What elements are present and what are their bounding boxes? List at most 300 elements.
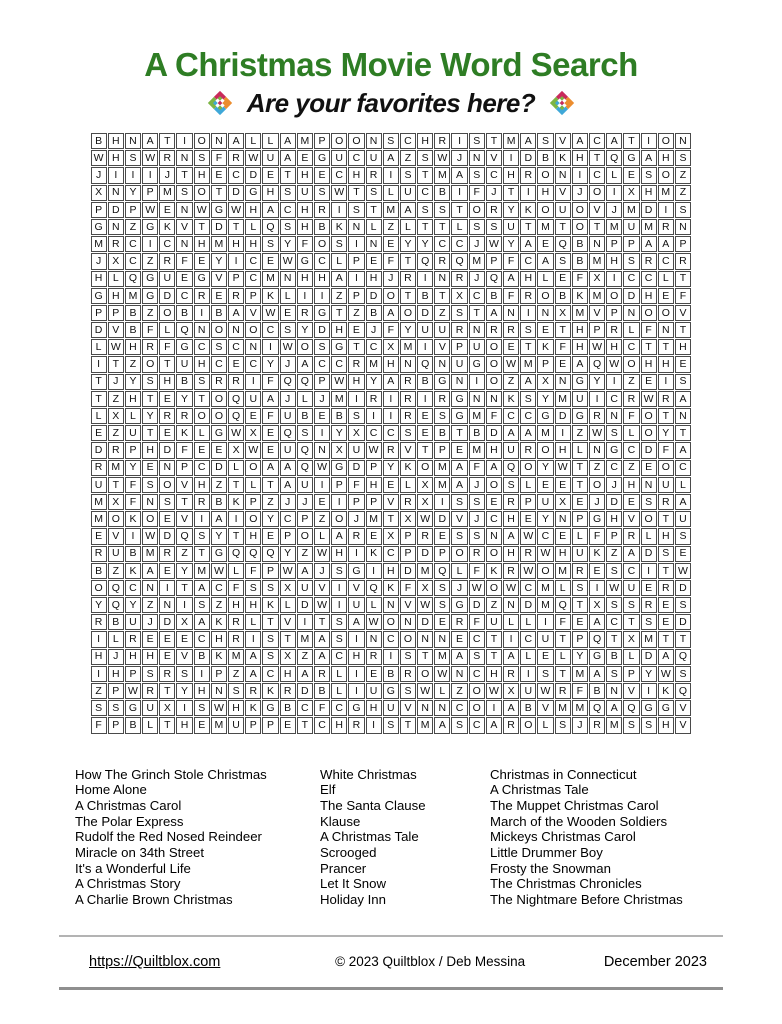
grid-cell: B bbox=[520, 700, 536, 716]
grid-cell: M bbox=[503, 133, 519, 149]
grid-cell: C bbox=[159, 236, 175, 252]
grid-cell: V bbox=[486, 150, 502, 166]
word-list-item: Prancer bbox=[320, 860, 367, 876]
grid-cell: O bbox=[194, 133, 210, 149]
grid-cell: P bbox=[675, 236, 691, 252]
grid-cell: E bbox=[366, 666, 382, 682]
grid-cell: V bbox=[589, 305, 605, 321]
footer-link[interactable]: https://Quiltblox.com bbox=[89, 953, 221, 970]
grid-cell: L bbox=[451, 219, 467, 235]
grid-cell: R bbox=[675, 253, 691, 269]
grid-cell: S bbox=[331, 563, 347, 579]
grid-cell: Q bbox=[297, 442, 313, 458]
grid-cell: H bbox=[348, 649, 364, 665]
grid-cell: S bbox=[451, 717, 467, 733]
grid-cell: R bbox=[125, 631, 141, 647]
grid-cell: U bbox=[159, 271, 175, 287]
grid-cell: S bbox=[280, 185, 296, 201]
grid-cell: I bbox=[262, 339, 278, 355]
grid-cell: I bbox=[331, 597, 347, 613]
grid-cell: Q bbox=[228, 408, 244, 424]
grid-cell: A bbox=[383, 305, 399, 321]
grid-cell: R bbox=[641, 253, 657, 269]
grid-cell: B bbox=[366, 305, 382, 321]
grid-cell: E bbox=[537, 236, 553, 252]
grid-cell: A bbox=[383, 150, 399, 166]
grid-cell: O bbox=[211, 391, 227, 407]
grid-cell: L bbox=[537, 271, 553, 287]
grid-cell: I bbox=[194, 511, 210, 527]
grid-cell: T bbox=[675, 271, 691, 287]
grid-cell: T bbox=[675, 425, 691, 441]
grid-cell: T bbox=[658, 631, 674, 647]
grid-cell: V bbox=[555, 185, 571, 201]
grid-cell: N bbox=[417, 700, 433, 716]
grid-cell: U bbox=[486, 614, 502, 630]
grid-cell: N bbox=[675, 219, 691, 235]
grid-cell: W bbox=[142, 202, 158, 218]
grid-cell: H bbox=[228, 597, 244, 613]
grid-cell: N bbox=[176, 150, 192, 166]
grid-cell: E bbox=[262, 528, 278, 544]
page-title: A Christmas Movie Word Search bbox=[144, 46, 638, 83]
grid-cell: B bbox=[434, 185, 450, 201]
grid-cell: N bbox=[142, 580, 158, 596]
grid-cell: R bbox=[606, 322, 622, 338]
word-list-item: Little Drummer Boy bbox=[490, 845, 603, 861]
grid-cell: A bbox=[262, 391, 278, 407]
grid-cell: E bbox=[537, 477, 553, 493]
word-list-item: Christmas in Connecticut bbox=[490, 766, 637, 782]
grid-cell: T bbox=[159, 133, 175, 149]
grid-cell: M bbox=[211, 717, 227, 733]
word-list-item: The Santa Clause bbox=[320, 797, 426, 813]
grid-cell: I bbox=[245, 631, 261, 647]
grid-cell: M bbox=[537, 597, 553, 613]
grid-cell: C bbox=[262, 666, 278, 682]
grid-cell: P bbox=[125, 202, 141, 218]
grid-cell: Q bbox=[623, 700, 639, 716]
grid-cell: T bbox=[108, 477, 124, 493]
grid-cell: M bbox=[623, 202, 639, 218]
grid-cell: C bbox=[520, 253, 536, 269]
grid-cell: R bbox=[434, 253, 450, 269]
grid-cell: M bbox=[434, 460, 450, 476]
grid-cell: O bbox=[297, 339, 313, 355]
grid-cell: C bbox=[331, 167, 347, 183]
grid-cell: T bbox=[400, 253, 416, 269]
grid-cell: O bbox=[245, 511, 261, 527]
grid-cell: R bbox=[641, 597, 657, 613]
grid-cell: H bbox=[520, 271, 536, 287]
grid-cell: C bbox=[400, 133, 416, 149]
grid-cell: T bbox=[348, 339, 364, 355]
grid-cell: G bbox=[211, 425, 227, 441]
grid-cell: Y bbox=[383, 460, 399, 476]
grid-cell: I bbox=[331, 580, 347, 596]
grid-cell: S bbox=[400, 425, 416, 441]
grid-cell: S bbox=[469, 167, 485, 183]
grid-cell: M bbox=[537, 219, 553, 235]
grid-cell: D bbox=[108, 202, 124, 218]
grid-cell: B bbox=[176, 305, 192, 321]
grid-cell: W bbox=[434, 666, 450, 682]
grid-cell: O bbox=[211, 408, 227, 424]
grid-cell: S bbox=[606, 597, 622, 613]
grid-cell: N bbox=[280, 271, 296, 287]
grid-cell: S bbox=[383, 133, 399, 149]
grid-cell: S bbox=[228, 683, 244, 699]
word-list-column bbox=[490, 767, 740, 908]
grid-cell: A bbox=[623, 546, 639, 562]
grid-cell: F bbox=[125, 494, 141, 510]
grid-cell: L bbox=[262, 133, 278, 149]
grid-cell: U bbox=[297, 185, 313, 201]
grid-cell: Z bbox=[675, 185, 691, 201]
grid-cell: J bbox=[486, 185, 502, 201]
word-list-item: Frosty the Snowman bbox=[490, 860, 611, 876]
grid-cell: M bbox=[469, 442, 485, 458]
grid-cell: N bbox=[486, 528, 502, 544]
grid-cell: Y bbox=[125, 597, 141, 613]
grid-cell: L bbox=[245, 133, 261, 149]
grid-cell: U bbox=[297, 580, 313, 596]
grid-cell: E bbox=[383, 236, 399, 252]
grid-cell: N bbox=[555, 167, 571, 183]
grid-cell: A bbox=[280, 150, 296, 166]
grid-cell: I bbox=[383, 408, 399, 424]
grid-cell: A bbox=[331, 528, 347, 544]
grid-cell: F bbox=[262, 408, 278, 424]
grid-cell: F bbox=[486, 408, 502, 424]
grid-cell: R bbox=[400, 391, 416, 407]
grid-cell: Q bbox=[108, 580, 124, 596]
grid-cell: X bbox=[400, 511, 416, 527]
grid-cell: H bbox=[366, 477, 382, 493]
grid-cell: D bbox=[623, 288, 639, 304]
grid-cell: S bbox=[142, 666, 158, 682]
grid-cell: D bbox=[675, 580, 691, 596]
grid-cell: V bbox=[675, 717, 691, 733]
grid-cell: Z bbox=[125, 356, 141, 372]
grid-cell: K bbox=[537, 339, 553, 355]
grid-cell: E bbox=[159, 511, 175, 527]
grid-cell: T bbox=[469, 305, 485, 321]
grid-cell: B bbox=[555, 288, 571, 304]
grid-cell: U bbox=[623, 580, 639, 596]
grid-cell: T bbox=[400, 288, 416, 304]
grid-cell: I bbox=[417, 271, 433, 287]
grid-cell: B bbox=[125, 305, 141, 321]
grid-cell: Q bbox=[486, 271, 502, 287]
grid-cell: F bbox=[675, 288, 691, 304]
grid-cell: R bbox=[503, 563, 519, 579]
grid-cell: D bbox=[434, 511, 450, 527]
word-list-item: A Christmas Tale bbox=[490, 782, 589, 798]
grid-cell: N bbox=[658, 322, 674, 338]
grid-cell: D bbox=[641, 202, 657, 218]
grid-cell: P bbox=[142, 185, 158, 201]
grid-cell: S bbox=[641, 717, 657, 733]
grid-cell: I bbox=[297, 614, 313, 630]
grid-cell: O bbox=[486, 546, 502, 562]
grid-cell: E bbox=[434, 614, 450, 630]
grid-cell: V bbox=[176, 477, 192, 493]
grid-cell: O bbox=[486, 356, 502, 372]
grid-cell: C bbox=[503, 408, 519, 424]
grid-cell: Z bbox=[623, 374, 639, 390]
grid-cell: J bbox=[108, 649, 124, 665]
grid-cell: G bbox=[211, 546, 227, 562]
grid-cell: N bbox=[314, 442, 330, 458]
grid-cell: M bbox=[297, 133, 313, 149]
grid-cell: Z bbox=[606, 546, 622, 562]
grid-cell: O bbox=[589, 185, 605, 201]
grid-cell: I bbox=[658, 202, 674, 218]
grid-cell: B bbox=[176, 374, 192, 390]
grid-cell: X bbox=[159, 700, 175, 716]
grid-cell: H bbox=[417, 133, 433, 149]
grid-cell: L bbox=[658, 271, 674, 287]
grid-cell: D bbox=[417, 305, 433, 321]
grid-cell: K bbox=[125, 563, 141, 579]
grid-cell: S bbox=[194, 150, 210, 166]
word-list-item: Mickeys Christmas Carol bbox=[490, 829, 636, 845]
grid-cell: I bbox=[331, 202, 347, 218]
grid-cell: F bbox=[211, 150, 227, 166]
grid-cell: H bbox=[641, 288, 657, 304]
grid-cell: A bbox=[503, 649, 519, 665]
grid-cell: H bbox=[675, 339, 691, 355]
grid-cell: N bbox=[176, 202, 192, 218]
grid-cell: W bbox=[280, 253, 296, 269]
puzzle-grid bbox=[91, 133, 692, 734]
grid-cell: M bbox=[331, 391, 347, 407]
grid-cell: W bbox=[108, 339, 124, 355]
grid-cell: A bbox=[589, 666, 605, 682]
grid-cell: N bbox=[606, 408, 622, 424]
grid-cell: Y bbox=[262, 356, 278, 372]
grid-cell: X bbox=[503, 683, 519, 699]
grid-cell: W bbox=[537, 683, 553, 699]
grid-cell: L bbox=[675, 477, 691, 493]
grid-cell: R bbox=[503, 717, 519, 733]
grid-cell: I bbox=[520, 305, 536, 321]
grid-cell: I bbox=[142, 236, 158, 252]
grid-cell: R bbox=[108, 442, 124, 458]
grid-cell: C bbox=[314, 356, 330, 372]
grid-cell: J bbox=[469, 236, 485, 252]
grid-cell: D bbox=[400, 563, 416, 579]
grid-cell: E bbox=[520, 511, 536, 527]
grid-cell: R bbox=[280, 683, 296, 699]
grid-cell: C bbox=[383, 631, 399, 647]
grid-cell: C bbox=[297, 700, 313, 716]
grid-cell: H bbox=[331, 546, 347, 562]
grid-cell: N bbox=[537, 305, 553, 321]
grid-cell: H bbox=[245, 236, 261, 252]
grid-cell: F bbox=[503, 288, 519, 304]
grid-cell: R bbox=[348, 356, 364, 372]
grid-cell: N bbox=[176, 236, 192, 252]
grid-cell: T bbox=[400, 717, 416, 733]
grid-cell: T bbox=[142, 425, 158, 441]
word-list bbox=[75, 767, 782, 908]
grid-cell: O bbox=[623, 356, 639, 372]
grid-cell: F bbox=[658, 442, 674, 458]
grid-cell: K bbox=[125, 511, 141, 527]
grid-cell: C bbox=[211, 356, 227, 372]
grid-cell: G bbox=[245, 185, 261, 201]
grid-cell: I bbox=[125, 528, 141, 544]
grid-cell: R bbox=[228, 614, 244, 630]
grid-cell: E bbox=[658, 597, 674, 613]
grid-cell: B bbox=[91, 563, 107, 579]
grid-cell: P bbox=[572, 631, 588, 647]
grid-cell: I bbox=[348, 236, 364, 252]
grid-cell: C bbox=[366, 425, 382, 441]
grid-cell: D bbox=[297, 683, 313, 699]
word-list-item: The Christmas Chronicles bbox=[490, 876, 642, 892]
grid-cell: H bbox=[125, 391, 141, 407]
grid-cell: L bbox=[451, 563, 467, 579]
grid-cell: E bbox=[589, 563, 605, 579]
grid-cell: G bbox=[176, 339, 192, 355]
grid-cell: B bbox=[314, 683, 330, 699]
grid-cell: Q bbox=[675, 649, 691, 665]
grid-cell: S bbox=[486, 219, 502, 235]
grid-cell: L bbox=[125, 408, 141, 424]
grid-cell: O bbox=[589, 477, 605, 493]
grid-cell: Z bbox=[91, 683, 107, 699]
word-list-item: The Polar Express bbox=[75, 813, 184, 829]
grid-cell: S bbox=[314, 185, 330, 201]
grid-cell: D bbox=[641, 649, 657, 665]
grid-cell: D bbox=[469, 597, 485, 613]
word-list-item: March of the Wooden Soldiers bbox=[490, 813, 668, 829]
grid-cell: U bbox=[366, 683, 382, 699]
grid-cell: V bbox=[211, 271, 227, 287]
grid-cell: B bbox=[108, 614, 124, 630]
grid-cell: X bbox=[623, 185, 639, 201]
grid-cell: A bbox=[314, 631, 330, 647]
grid-cell: L bbox=[366, 219, 382, 235]
grid-cell: U bbox=[280, 408, 296, 424]
grid-cell: P bbox=[537, 356, 553, 372]
grid-cell: E bbox=[451, 442, 467, 458]
grid-cell: D bbox=[417, 614, 433, 630]
grid-cell: S bbox=[262, 236, 278, 252]
grid-cell: F bbox=[400, 580, 416, 596]
grid-cell: T bbox=[486, 649, 502, 665]
grid-cell: C bbox=[194, 460, 210, 476]
grid-cell: T bbox=[555, 631, 571, 647]
grid-cell: H bbox=[606, 253, 622, 269]
grid-cell: J bbox=[280, 391, 296, 407]
grid-cell: I bbox=[314, 477, 330, 493]
grid-cell: L bbox=[520, 477, 536, 493]
grid-cell: S bbox=[245, 580, 261, 596]
grid-cell: Z bbox=[211, 597, 227, 613]
grid-cell: Y bbox=[262, 511, 278, 527]
grid-cell: K bbox=[383, 580, 399, 596]
grid-cell: R bbox=[658, 391, 674, 407]
grid-cell: S bbox=[400, 649, 416, 665]
grid-cell: F bbox=[641, 322, 657, 338]
grid-cell: I bbox=[469, 374, 485, 390]
grid-cell: Z bbox=[383, 219, 399, 235]
grid-cell: Q bbox=[176, 528, 192, 544]
grid-cell: V bbox=[400, 442, 416, 458]
grid-cell: H bbox=[606, 339, 622, 355]
grid-cell: R bbox=[469, 546, 485, 562]
grid-cell: I bbox=[589, 391, 605, 407]
grid-cell: Z bbox=[262, 494, 278, 510]
grid-cell: A bbox=[486, 460, 502, 476]
grid-cell: T bbox=[658, 511, 674, 527]
grid-cell: R bbox=[159, 666, 175, 682]
grid-cell: F bbox=[572, 683, 588, 699]
grid-cell: S bbox=[675, 150, 691, 166]
grid-cell: S bbox=[108, 700, 124, 716]
grid-cell: J bbox=[91, 253, 107, 269]
grid-cell: A bbox=[520, 374, 536, 390]
grid-cell: W bbox=[520, 563, 536, 579]
grid-cell: Y bbox=[537, 460, 553, 476]
grid-cell: F bbox=[348, 477, 364, 493]
grid-cell: L bbox=[520, 614, 536, 630]
grid-cell: X bbox=[555, 494, 571, 510]
grid-cell: O bbox=[142, 356, 158, 372]
word-list-item: Let It Snow bbox=[320, 876, 386, 892]
grid-cell: H bbox=[537, 185, 553, 201]
grid-cell: A bbox=[486, 717, 502, 733]
grid-cell: L bbox=[641, 528, 657, 544]
grid-cell: S bbox=[297, 425, 313, 441]
grid-cell: X bbox=[383, 339, 399, 355]
grid-cell: M bbox=[262, 271, 278, 287]
grid-cell: S bbox=[641, 494, 657, 510]
grid-cell: B bbox=[469, 425, 485, 441]
grid-cell: O bbox=[211, 322, 227, 338]
grid-cell: Q bbox=[555, 597, 571, 613]
grid-cell: G bbox=[348, 700, 364, 716]
grid-cell: I bbox=[159, 580, 175, 596]
grid-cell: R bbox=[176, 408, 192, 424]
grid-cell: H bbox=[194, 236, 210, 252]
grid-cell: H bbox=[641, 356, 657, 372]
grid-cell: D bbox=[641, 546, 657, 562]
grid-cell: I bbox=[228, 511, 244, 527]
grid-cell: C bbox=[434, 236, 450, 252]
grid-cell: I bbox=[91, 631, 107, 647]
grid-cell: G bbox=[142, 271, 158, 287]
grid-cell: K bbox=[211, 649, 227, 665]
grid-cell: H bbox=[606, 511, 622, 527]
grid-cell: O bbox=[400, 305, 416, 321]
grid-cell: A bbox=[280, 133, 296, 149]
grid-cell: H bbox=[503, 546, 519, 562]
grid-cell: P bbox=[314, 133, 330, 149]
grid-cell: O bbox=[537, 442, 553, 458]
grid-cell: S bbox=[280, 322, 296, 338]
grid-cell: H bbox=[658, 528, 674, 544]
grid-cell: S bbox=[125, 150, 141, 166]
grid-cell: F bbox=[125, 477, 141, 493]
grid-cell: A bbox=[194, 580, 210, 596]
grid-cell: I bbox=[486, 700, 502, 716]
grid-cell: U bbox=[451, 356, 467, 372]
